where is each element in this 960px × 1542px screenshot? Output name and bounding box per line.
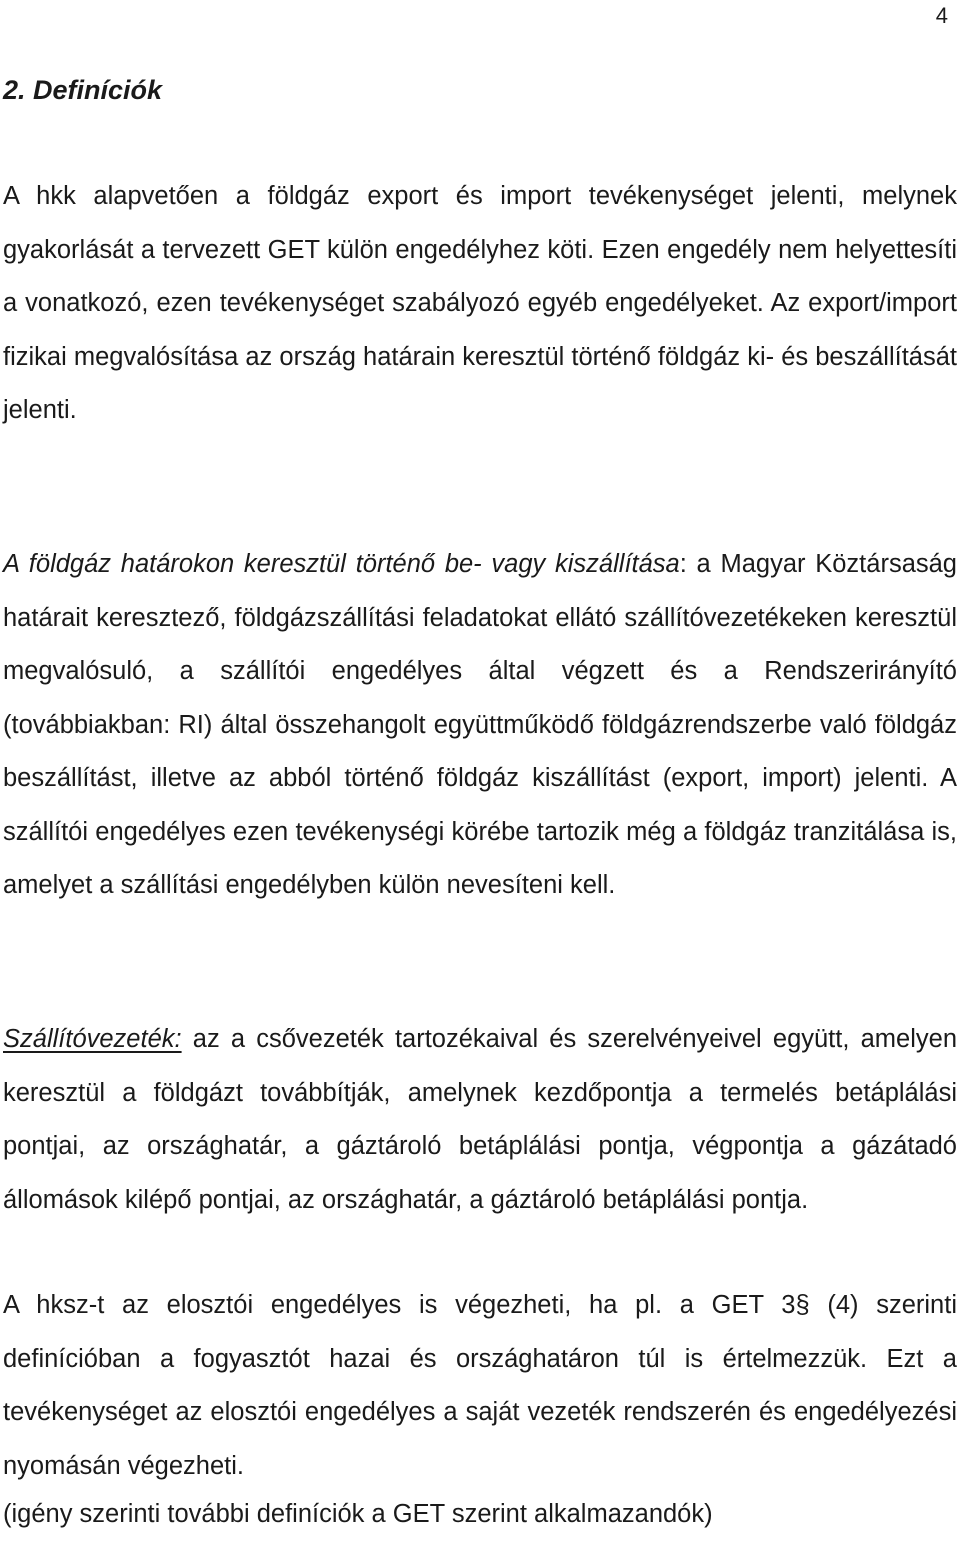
paragraph-border-transport (3, 538, 957, 913)
definition-pipeline: az a csővezeték tartozékaival és szerelvényeivel együtt, amelyen keresztül a földgázt továbbítják, amelynek kezdőpontja a termelés betáplálási pontjai, az országhatár, a gáztároló betáplálási pontja, végpontja a gázátadó állomások kilépő pontjai, az országhatár, a gáztároló betáplálási pontja. (3, 1025, 957, 1214)
paragraph-intro: A hkk alapvetően a földgáz export és import tevékenységet jelenti, melynek gyakorlását a tervezett GET külön engedélyhez köti. Ezen engedély nem helyettesíti a vonatkozó, ezen tevékenységet szabályozó egyéb engedélyeket. Az export/import fizikai megvalósítása az ország határain keresztül történő földgáz ki- és beszállítását jelenti. (3, 182, 957, 424)
paragraph-note: (igény szerinti további definíciók a GET szerint alkalmazandók) (3, 1500, 713, 1528)
term-border-transport: A földgáz határokon keresztül történő be- vagy kiszállítása (3, 550, 680, 578)
paragraph-pipeline (3, 1013, 957, 1227)
page-number: 4 (935, 3, 948, 28)
paragraph-distribution: A hksz-t az elosztói engedélyes is végezheti, ha pl. a GET 3§ (4) szerinti definícióban a fogyasztót hazai és országhatáron túl is értelmezzük. Ezt a tevékenységet az elosztói engedélyes a saját vezeték rendszerén és engedélyezési nyomásán végezheti. (3, 1291, 957, 1480)
definition-border-transport: : a Magyar Köztársaság határait keresztező, földgázszállítási feladatokat ellátó szállítóvezetékeken keresztül megvalósuló, a szállítói engedélyes által végzett és a Rendszerirányító (továbbiakban: RI) által összehangolt együttműködő földgázrendszerbe való földgáz beszállítást, illetve az abból történő földgáz kiszállítást (export, import) jelenti. A szállítói engedélyes ezen tevékenységi körébe tartozik még a földgáz tranzitálása is, amelyet a szállítási engedélyben külön nevesíteni kell. (3, 550, 957, 899)
term-pipeline: Szállítóvezeték: (3, 1025, 182, 1053)
section-heading: 2. Definíciók (3, 75, 163, 105)
